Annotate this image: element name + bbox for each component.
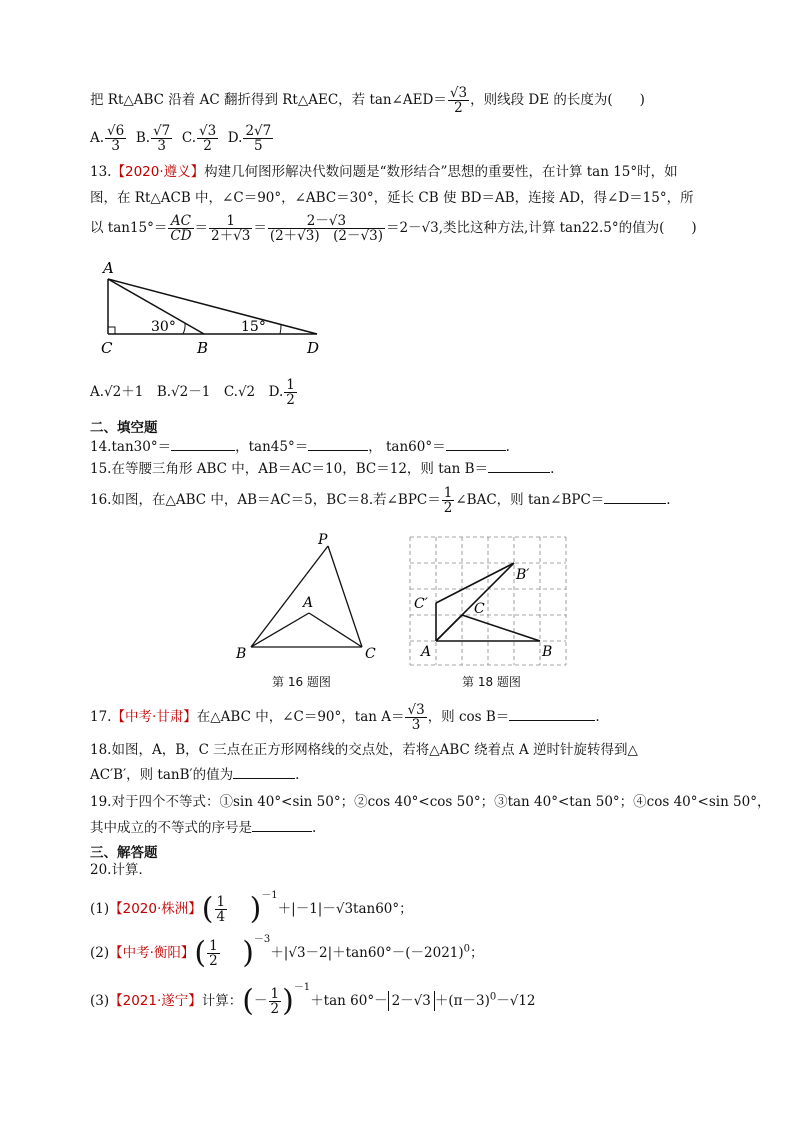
q12-opt-d-label: D. bbox=[227, 130, 243, 146]
q12-opt-b bbox=[151, 124, 172, 153]
q17 bbox=[90, 703, 600, 732]
q13-line3-b: ＝2－√3,类比这种方法,计算 tan22.5°的值为( ) bbox=[385, 220, 697, 236]
fig18-caption: 第 18 题图 bbox=[462, 675, 521, 689]
q18-line2 bbox=[90, 764, 299, 785]
fig16-label-a: A bbox=[303, 595, 314, 611]
q20-p3-num: 1 bbox=[270, 986, 280, 1002]
q13-figure bbox=[95, 255, 335, 360]
q13-source-tag: 【2020·遵义】 bbox=[111, 164, 205, 180]
q18-line2-text: AC′B′，则 tanB′的值为 bbox=[90, 767, 234, 783]
q20-p2-den: 2 bbox=[209, 953, 218, 969]
fig16-side-ab bbox=[251, 613, 309, 647]
q13-frac1-den: CD bbox=[170, 228, 192, 244]
q13-frac3-num: 2－√3 bbox=[268, 214, 385, 229]
q12-opt-b-den: 3 bbox=[157, 138, 166, 154]
q12-opt-d-num: 2√7 bbox=[245, 123, 272, 139]
q17-text-a: 在△ABC 中，∠C＝90°，tan A＝ bbox=[196, 709, 405, 725]
q20-head: 20.计算． bbox=[90, 862, 152, 878]
q12-opt-c-label: C. bbox=[181, 130, 196, 146]
q14-blank-3[interactable] bbox=[446, 436, 506, 451]
q17-text-b: ，则 cos B＝ bbox=[427, 709, 510, 725]
q17-source-tag: 【中考·甘肃】 bbox=[111, 709, 197, 725]
q13-line1 bbox=[90, 162, 678, 182]
section-solve-title: 三、解答题 bbox=[90, 845, 158, 861]
q13-frac2-num: 1 bbox=[209, 214, 252, 229]
q20-p3-tail-b: －√12 bbox=[496, 993, 536, 1009]
q20-p1-rparen: ) bbox=[249, 891, 262, 927]
q20-p1-exp: －1 bbox=[261, 889, 278, 901]
q18-blank[interactable] bbox=[233, 764, 295, 779]
q16-text-a: 16.如图，在△ABC 中，AB＝AC＝5，BC＝8.若∠BPC＝ bbox=[90, 492, 441, 508]
q20-p1-label: (1) bbox=[90, 901, 110, 917]
q20-p2-lparen: ( bbox=[194, 935, 207, 971]
q13-frac1-num: AC bbox=[168, 214, 193, 229]
q12-stem-a: 把 Rt△ABC 沿着 AC 翻折得到 Rt△AEC，若 tan∠AED＝ bbox=[90, 92, 447, 108]
q20-p2-end: ； bbox=[470, 945, 484, 961]
section-fill-blank-title: 二、填空题 bbox=[90, 420, 158, 436]
q12-opt-c-den: 2 bbox=[203, 138, 212, 154]
q20-p2-frac bbox=[207, 939, 220, 968]
q13-frac2 bbox=[209, 214, 252, 243]
q14-c: ， tan60°＝ bbox=[368, 439, 446, 455]
q12-opt-d-den: 5 bbox=[254, 138, 263, 154]
q20-p3-lead: 计算： bbox=[201, 993, 243, 1009]
q20-p3-exp0: 0 bbox=[489, 991, 497, 1003]
q13-eq: ＝ bbox=[194, 220, 209, 236]
fig16-side-ac bbox=[309, 613, 362, 647]
q20-part2 bbox=[90, 933, 484, 971]
q12-options bbox=[90, 124, 274, 153]
q20-p2-rest: ＋|√3－2|＋tan60°－(－2021) bbox=[270, 945, 464, 961]
q13-label-d: D bbox=[307, 339, 320, 357]
q20-p2-exp: －3 bbox=[253, 933, 271, 945]
q12-opt-c-num: √3 bbox=[199, 123, 217, 139]
q13-right-angle-mark bbox=[108, 327, 115, 334]
q17-end: . bbox=[595, 709, 600, 725]
q20-p3-tag: 【2021·遂宁】 bbox=[109, 993, 202, 1009]
q16-text-b: ∠BAC，则 tan∠BPC＝ bbox=[455, 492, 605, 508]
fig16-label-c: C bbox=[365, 646, 376, 662]
q13-opt-d-den: 2 bbox=[286, 392, 295, 408]
q16-fraction bbox=[442, 486, 455, 515]
q20-p3-mid: ＋tan 60°－ bbox=[310, 993, 388, 1009]
q20-p1-tag: 【2020·株洲】 bbox=[109, 901, 202, 917]
q20-part1 bbox=[90, 889, 413, 927]
q12-frac-den: 2 bbox=[454, 100, 463, 116]
fig16-caption: 第 16 题图 bbox=[272, 675, 331, 689]
q12-opt-b-num: √7 bbox=[153, 123, 171, 139]
q16 bbox=[90, 486, 671, 515]
q13-arc-15 bbox=[280, 325, 281, 334]
fig18-label-c: C bbox=[474, 601, 485, 617]
q15-text: 15.在等腰三角形 ABC 中，AB＝AC＝10，BC＝12，则 tan B＝ bbox=[90, 461, 489, 477]
q14 bbox=[90, 436, 510, 457]
q19-line2-text: 其中成立的不等式的序号是 bbox=[90, 820, 252, 836]
q13-opt-d-frac bbox=[284, 378, 297, 407]
q20-p1-num: 1 bbox=[216, 894, 226, 910]
fig18-label-b: B bbox=[542, 644, 553, 660]
q12-opt-b-label: B. bbox=[135, 130, 151, 146]
q20-p3-lparen: ( bbox=[242, 983, 254, 1019]
q16-frac-den: 2 bbox=[443, 500, 453, 516]
fig16-label-b: B bbox=[236, 646, 247, 662]
q14-a: tan30°＝ bbox=[111, 439, 172, 455]
q19-end: . bbox=[312, 820, 317, 836]
q14-number: 14. bbox=[90, 439, 112, 455]
q13-label-30: 30° bbox=[151, 319, 176, 335]
q13-side-ad bbox=[108, 279, 317, 334]
fig16-side-pb bbox=[251, 546, 328, 647]
fig18-side-cpbp bbox=[436, 563, 514, 603]
q16-blank[interactable] bbox=[604, 489, 666, 504]
q13-opt-d-num: 1 bbox=[286, 377, 295, 393]
q12-frac-num: √3 bbox=[449, 85, 468, 101]
q20-p3-tail-a: ＋(π－3) bbox=[434, 993, 490, 1009]
q13-number: 13. bbox=[90, 164, 112, 180]
q20-p1-frac bbox=[215, 895, 228, 924]
q16-end: . bbox=[666, 492, 671, 508]
q20-p3-rparen: ) bbox=[282, 983, 294, 1019]
q17-fraction bbox=[405, 703, 426, 732]
q15-blank[interactable] bbox=[488, 458, 550, 473]
q17-frac-num: √3 bbox=[407, 702, 425, 718]
q20-part3: (3)【2021·遂宁】计算：(－ $\frac{1}{2}$ )$^{-1}$＋tan $60^\circ- 2-√3 +(\pi-3)^0-√12$ bbox=[90, 981, 536, 1019]
q17-blank[interactable] bbox=[509, 706, 595, 721]
q12-stem-b: ，则线段 DE 的长度为( ) bbox=[470, 92, 645, 108]
q20-p3-exp: －1 bbox=[293, 981, 311, 993]
q12-opt-a-den: 3 bbox=[111, 138, 120, 154]
q19-line1: 19.对于四个不等式：①sin 40°<sin 50°；②cos 40°<cos 50°；③tan 40°<tan 50°；④cos 40°<sin 50°， bbox=[90, 794, 771, 810]
q20-p3-abs: 2－√3 bbox=[388, 991, 435, 1011]
q20-p3-frac bbox=[269, 987, 282, 1016]
q12-opt-a-num: √6 bbox=[107, 123, 125, 139]
q13-line3-a: 以 tan15°＝ bbox=[90, 220, 168, 236]
q20-p2-tag: 【中考·衡阳】 bbox=[109, 945, 195, 961]
q14-blank-2[interactable] bbox=[308, 436, 368, 451]
fig18 bbox=[408, 535, 570, 667]
q13-frac3 bbox=[268, 214, 385, 243]
q14-end: . bbox=[505, 439, 510, 455]
q18-line1: 18.如图，A，B，C 三点在正方形网格线的交点处，若将△ABC 绕着点 A 逆时针旋转得到△ bbox=[90, 742, 638, 758]
q20-p1-lparen: ( bbox=[201, 891, 214, 927]
q12-opt-a-label: A. bbox=[90, 130, 105, 146]
q20-p2-num: 1 bbox=[209, 938, 218, 954]
q17-frac-den: 3 bbox=[411, 717, 421, 733]
q12-opt-c bbox=[197, 124, 218, 153]
q20-p1-den: 4 bbox=[216, 909, 226, 925]
q14-b: ，tan45°＝ bbox=[235, 439, 309, 455]
q15 bbox=[90, 458, 554, 479]
q13-label-b: B bbox=[197, 339, 209, 357]
q19-line2 bbox=[90, 817, 316, 838]
q16-frac-num: 1 bbox=[443, 485, 453, 501]
q13-label-a: A bbox=[103, 259, 114, 277]
fig18-label-bprime: B′ bbox=[516, 567, 530, 583]
q13-arc-30 bbox=[183, 323, 185, 334]
q13-frac3-den: (2＋√3) (2－√3) bbox=[269, 228, 383, 244]
q13-line1-text: 构建几何图形解决代数问题是“数形结合”思想的重要性，在计算 tan 15°时，如 bbox=[204, 164, 678, 180]
q13-options-text: A.√2＋1 B.√2－1 C.√2 D. bbox=[90, 384, 284, 400]
q20-p1-rest: ＋|－1|－√3tan60°； bbox=[277, 901, 413, 917]
q20-p3-den: 2 bbox=[270, 1001, 280, 1017]
q20-p3-label: (3) bbox=[90, 993, 110, 1009]
q15-end: . bbox=[550, 461, 555, 477]
q12-fraction bbox=[448, 86, 469, 115]
q12-opt-a bbox=[105, 124, 126, 153]
q19-blank[interactable] bbox=[252, 817, 312, 832]
fig18-label-cprime: C′ bbox=[414, 596, 428, 612]
q20-p2-rparen: ) bbox=[242, 935, 254, 971]
q18-end: . bbox=[295, 767, 300, 783]
q13-frac1 bbox=[168, 214, 193, 243]
q13-label-c: C bbox=[101, 339, 113, 357]
fig18-label-a: A bbox=[421, 644, 432, 660]
q17-number: 17. bbox=[90, 709, 112, 725]
q13-label-15: 15° bbox=[241, 319, 266, 335]
q13-frac2-den: 2＋√3 bbox=[211, 228, 251, 244]
q13-line2: 图，在 Rt△ACB 中，∠C＝90°，∠ABC＝30°，延长 CB 使 BD＝AB，连接 AD，得∠D＝15°，所 bbox=[90, 190, 694, 206]
q20-p2-label: (2) bbox=[90, 945, 110, 961]
q12-stem bbox=[90, 86, 645, 115]
q14-blank-1[interactable] bbox=[171, 436, 235, 451]
fig16 bbox=[234, 532, 384, 667]
fig16-label-p: P bbox=[318, 532, 328, 548]
q13-line3: 以 tan15°＝ $\frac{AC}{CD}$ ＝ $\frac{1}{2+√3}$ ＝ $\frac{2-√3}{(2+√3) (2-√3)}$ ＝2－√3,类比这种方法,计算 tan22.5°的值为( ) bbox=[90, 213, 697, 244]
q13-options bbox=[90, 378, 298, 407]
q20-p2-exp0: 0 bbox=[463, 943, 471, 955]
q12-opt-d bbox=[243, 124, 273, 153]
fig16-side-pc bbox=[328, 546, 362, 647]
fig18-side-cb bbox=[462, 615, 540, 641]
